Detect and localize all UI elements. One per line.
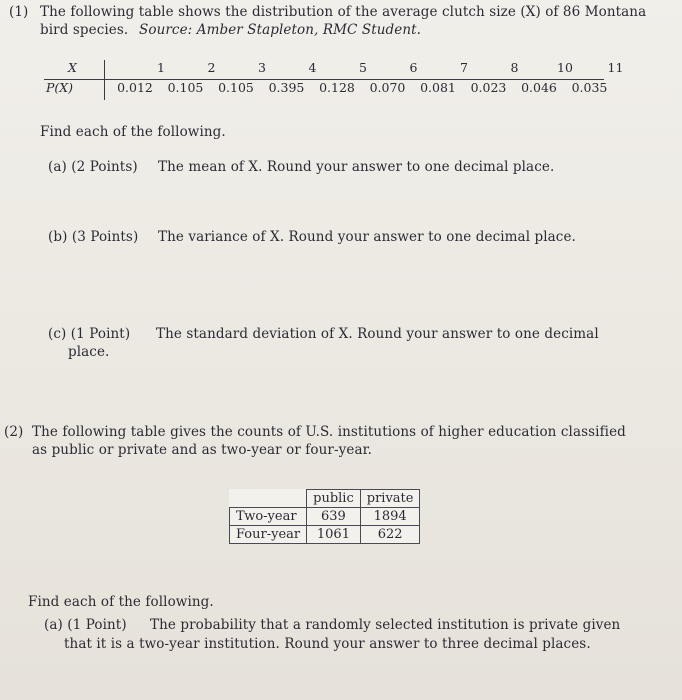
q1c-text-cont: place. <box>68 344 110 360</box>
table-row <box>230 508 420 526</box>
q2-find-text: Find each of the following. <box>28 594 214 610</box>
px-value-cell: 0.046 <box>521 80 557 95</box>
px-value-cell: 0.105 <box>167 80 204 95</box>
px-value-cell: 0.012 <box>117 80 153 95</box>
q1c-text: The standard deviation of X. Round your answer to one decimal <box>156 326 599 342</box>
col-header-public: public <box>307 490 361 508</box>
x-value-cell: 3 <box>258 60 266 75</box>
q1-intro-line1: The following table shows the distribution of the average clutch size (X) of 86 Montana <box>40 4 647 20</box>
x-value-cell: 11 <box>607 60 624 75</box>
px-value-cell: 0.023 <box>470 80 507 95</box>
px-value-cell: 0.070 <box>369 80 406 95</box>
x-row <box>44 60 624 80</box>
x-value-cell: 2 <box>207 60 216 75</box>
cell-two-year-private: 1894 <box>360 508 420 526</box>
q1a-label: (a) (2 Points) <box>48 159 138 175</box>
x-value-cell: 5 <box>359 60 367 75</box>
px-value-cell: 0.395 <box>268 80 305 95</box>
px-value-cell: 0.128 <box>319 80 355 95</box>
cell-two-year-public: 639 <box>307 508 361 526</box>
x-value-cell: 7 <box>460 60 468 75</box>
row-label-four-year: Four-year <box>230 526 307 544</box>
px-value-cell: 0.105 <box>218 80 254 95</box>
q1-source: Source: Amber Stapleton, RMC Student. <box>139 22 422 38</box>
x-value-cell: 10 <box>557 60 573 75</box>
x-value-cell: 1 <box>157 60 165 75</box>
q1-find-text: Find each of the following. <box>40 124 226 140</box>
corner-cell <box>230 490 307 508</box>
x-header: X <box>68 60 77 75</box>
q1a-text: The mean of X. Round your answer to one decimal place. <box>158 159 555 175</box>
px-header: P(X) <box>46 80 74 95</box>
q2a-text: The probability that a randomly selected institution is private given <box>150 617 621 633</box>
row-label-two-year: Two-year <box>230 508 307 526</box>
q2-intro-line2: as public or private and as two-year or four-year. <box>32 442 373 458</box>
cell-four-year-public: 1061 <box>307 526 361 544</box>
q1c-label: (c) (1 Point) <box>48 326 131 342</box>
q2-number: (2) <box>4 424 24 440</box>
q1-distribution-table <box>44 60 624 99</box>
q2-intro-line1: The following table gives the counts of U.S. institutions of higher education classified <box>32 424 626 440</box>
px-row <box>44 80 608 99</box>
col-header-private: private <box>360 490 420 508</box>
x-value-cell: 8 <box>510 60 519 75</box>
q1-intro-line2: bird species. <box>40 22 129 38</box>
q1b-label: (b) (3 Points) <box>48 229 139 245</box>
q1b-text: The variance of X. Round your answer to one decimal place. <box>158 229 576 245</box>
q2a-label: (a) (1 Point) <box>44 617 127 633</box>
x-value-cell: 6 <box>409 60 418 75</box>
px-value-cell: 0.035 <box>571 80 608 95</box>
x-value-cell: 4 <box>308 60 317 75</box>
px-value-cell: 0.081 <box>420 80 456 95</box>
table-row <box>230 526 420 544</box>
table-header-row <box>230 490 420 508</box>
q2-counts-table <box>229 489 420 544</box>
q2a-text-cont: that it is a two-year institution. Round your answer to three decimal places. <box>64 636 591 652</box>
cell-four-year-private: 622 <box>360 526 420 544</box>
q1-number: (1) <box>9 4 29 20</box>
